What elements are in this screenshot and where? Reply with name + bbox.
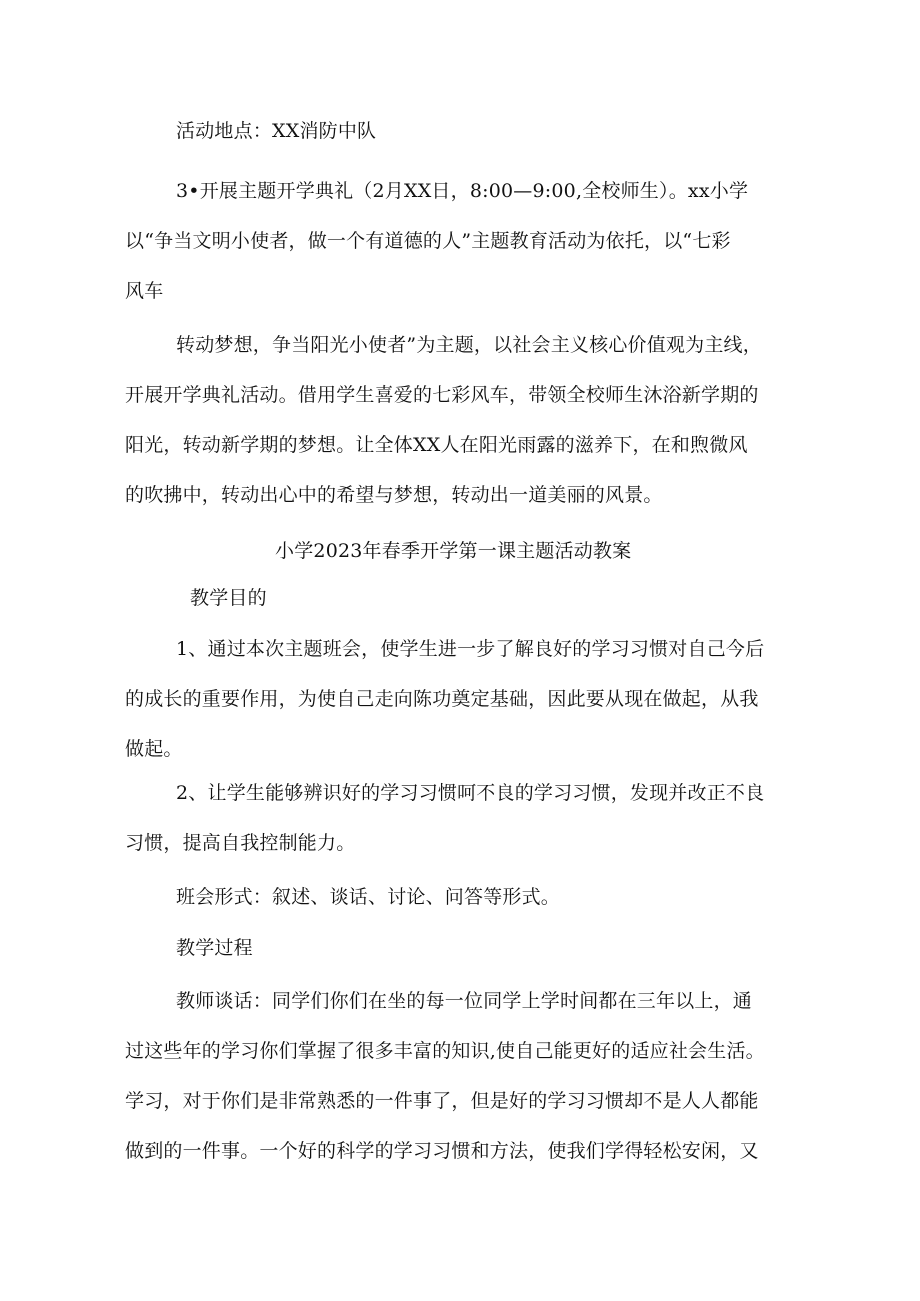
paragraph-line: 的吹拂中，转动出心中的希望与梦想，转动出一道美丽的风景。 [125,484,663,506]
paragraph-line: 的成长的重要作用，为使自己走向陈功奠定基础，因此要从现在做起，从我 [125,688,759,710]
section-heading: 教学目的 [190,587,267,609]
paragraph-line: 做到的一件事。一个好的科学的学习习惯和方法，使我们学得轻松安闲，又 [125,1140,759,1162]
activity-location-line: 活动地点：XX消防中队 [176,120,377,142]
paragraph-line: 做起。 [125,738,183,760]
paragraph-line: 以“争当文明小使者，做一个有道德的人”主题教育活动为依托，以“七彩 [125,230,731,252]
paragraph-line: 1、通过本次主题班会，使学生进一步了解良好的学习习惯对自己今后 [176,638,765,660]
paragraph-line: 过这些年的学习你们掌握了很多丰富的知识,使自己能更好的适应社会生活。 [125,1040,765,1062]
paragraph-line: 学习，对于你们是非常熟悉的一件事了，但是好的学习习惯却不是人人都能 [125,1090,759,1112]
paragraph-line: 开展开学典礼活动。借用学生喜爱的七彩风车，带领全校师生沐浴新学期的 [125,384,759,406]
paragraph-line: 风车 [125,280,164,302]
class-format-line: 班会形式：叙述、谈话、讨论、问答等形式。 [176,886,561,908]
paragraph-line: 转动梦想，争当阳光小使者”为主题，以社会主义核心价值观为主线， [176,334,762,356]
section-title: 小学2023年春季开学第一课主题活动教案 [275,540,632,562]
paragraph-line: 习惯，提高自我控制能力。 [125,832,356,854]
section-heading: 教学过程 [176,937,253,959]
paragraph-line: 2、让学生能够辨识好的学习习惯呵不良的学习习惯，发现并改正不良 [176,782,765,804]
paragraph-line: 教师谈话：同学们你们在坐的每一位同学上学时间都在三年以上，通 [176,990,753,1012]
paragraph-line: 3•开展主题开学典礼（2月XX日，8:00—9:00,全校师生）。xx小学 [176,180,749,202]
paragraph-line: 阳光，转动新学期的梦想。让全体XX人在阳光雨露的滋养下，在和煦微风 [125,434,748,456]
